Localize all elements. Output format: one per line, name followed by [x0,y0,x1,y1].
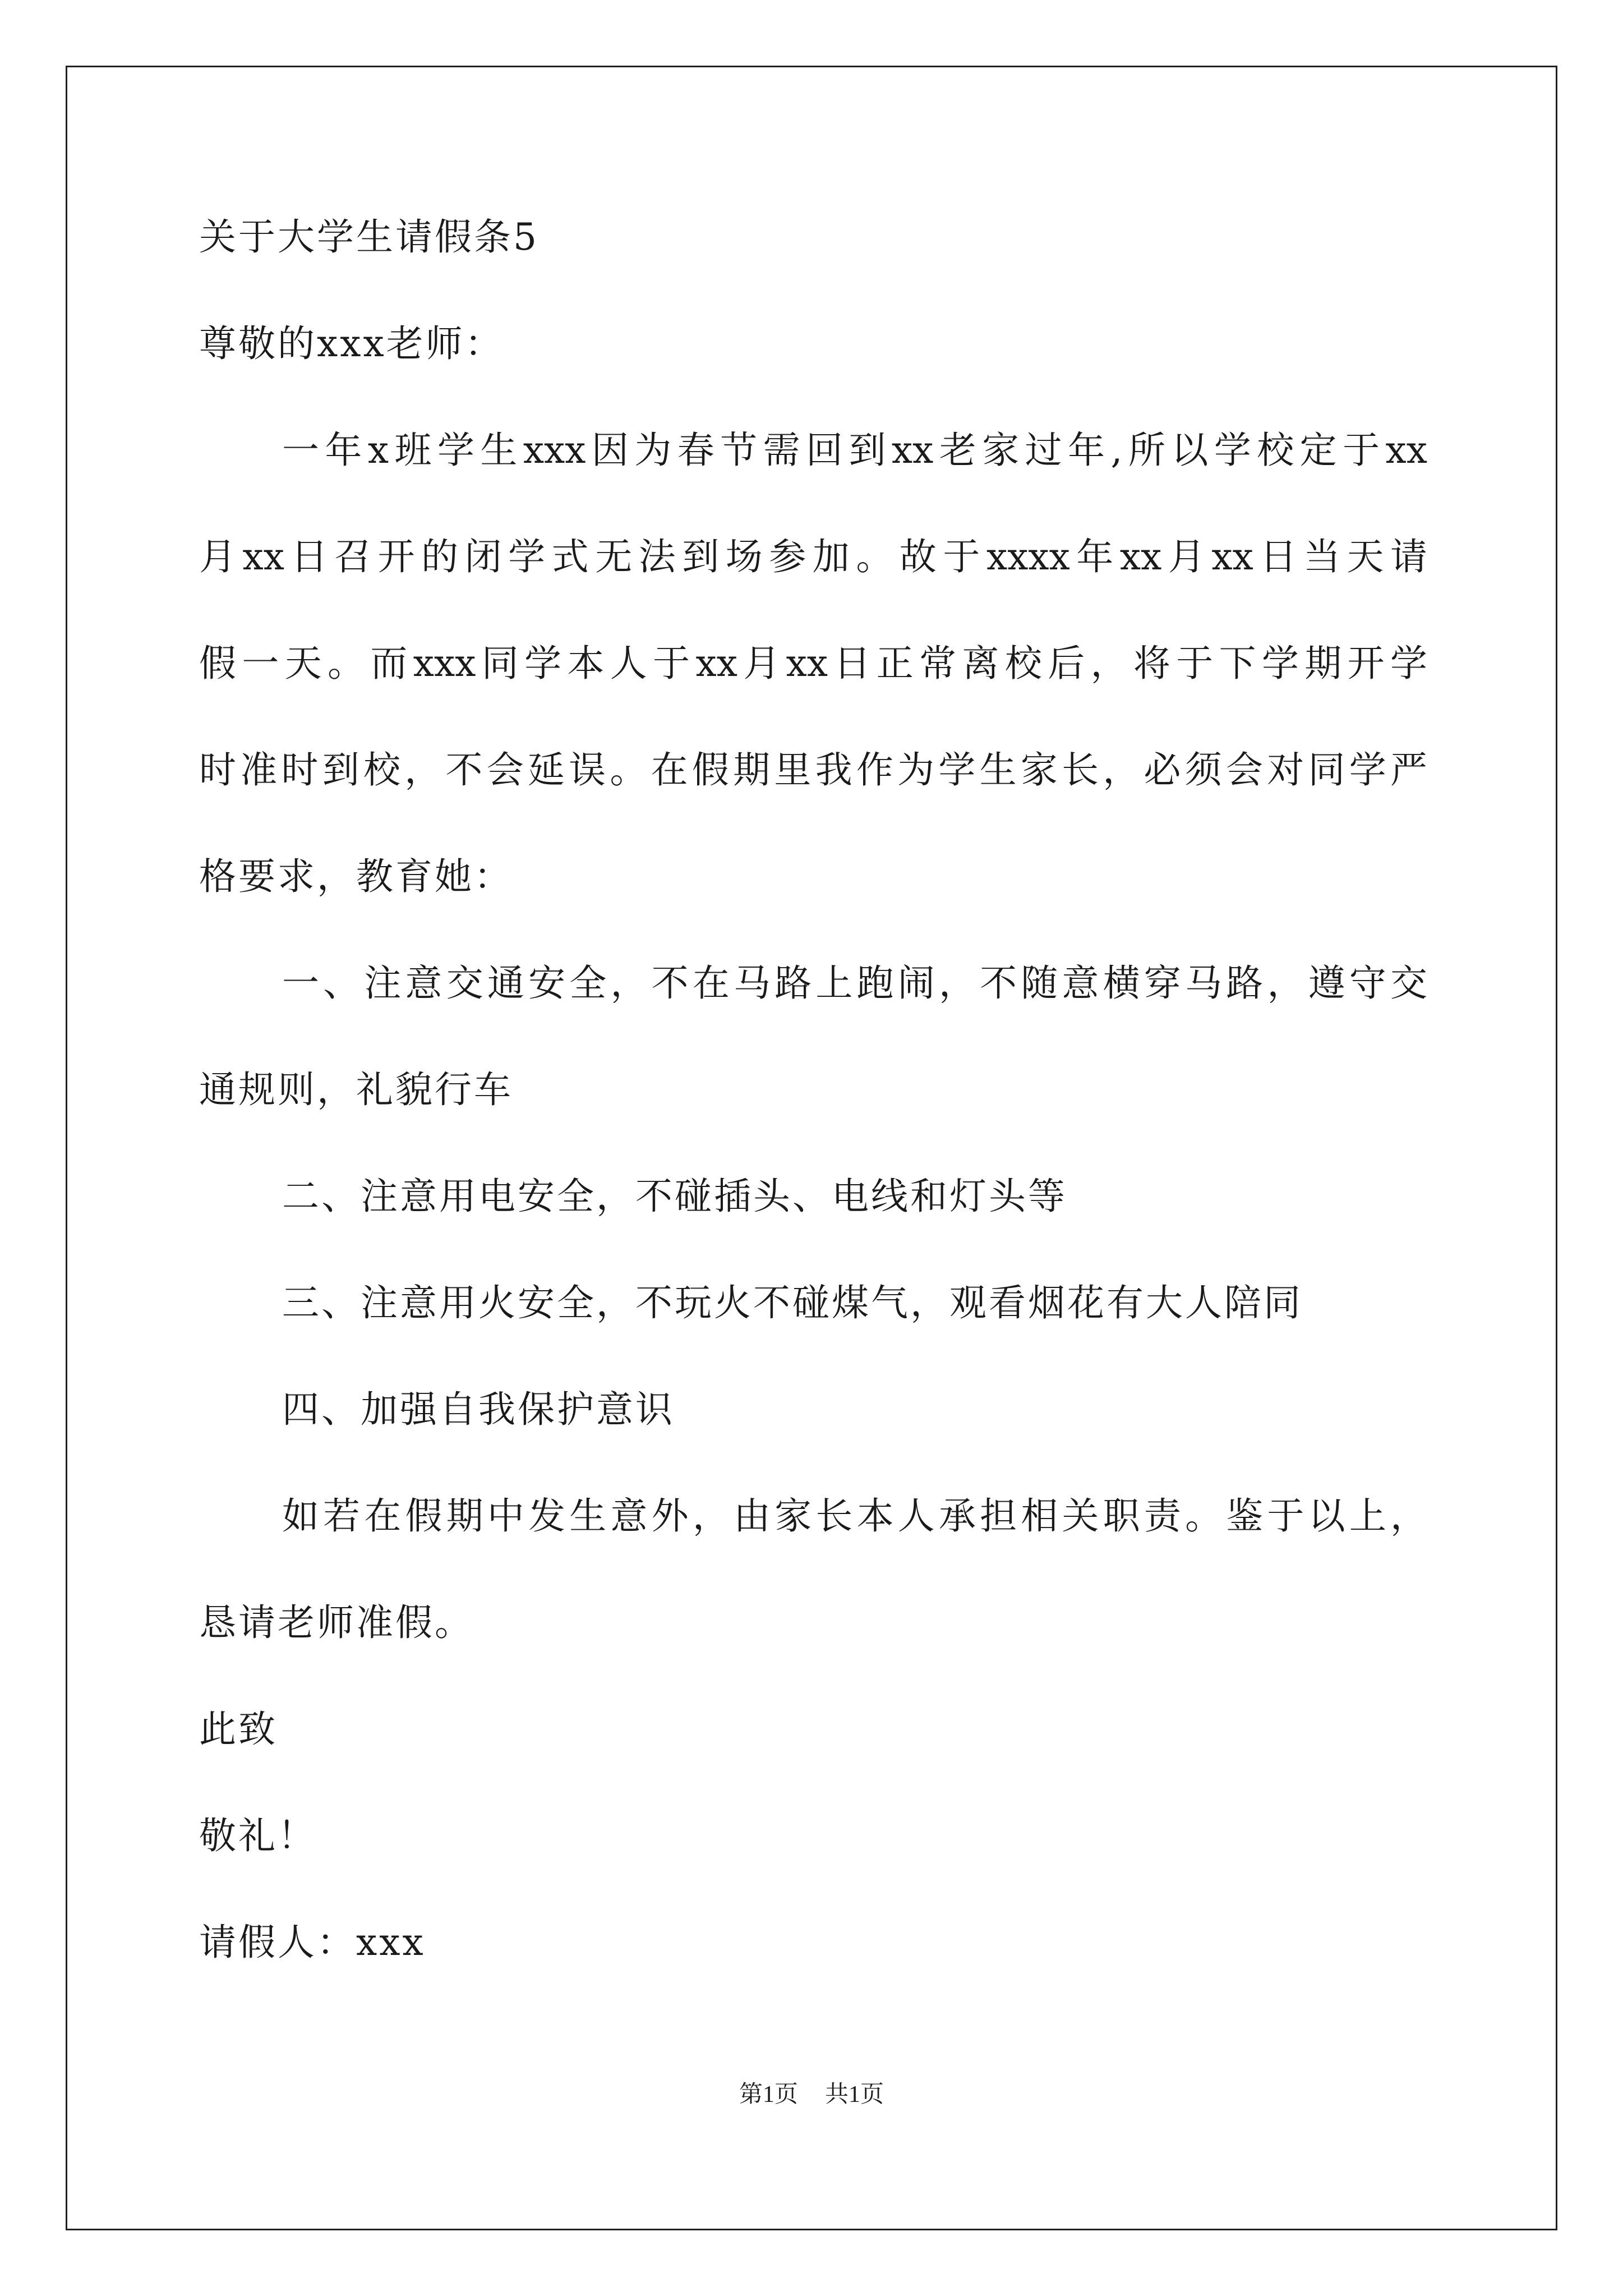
list-item-2: 二、注意用电安全，不碰插头、电线和灯头等 [282,1175,1067,1218]
body-line-1: 一年x班学生xxx因为春节需回到xx老家过年,所以学校定于xx [282,429,1427,472]
page-border [66,66,1557,2230]
body-line-4: 时准时到校，不会延误。在假期里我作为学生家长，必须会对同学严 [199,748,1427,792]
page-number-current: 第1页 [739,2082,798,2108]
body-line-3: 假一天。而xxx同学本人于xx月xx日正常离校后，将于下学期开学 [199,642,1427,685]
page-number-total: 共1页 [825,2082,884,2108]
list-item-1-line-1: 一、注意交通安全，不在马路上跑闹，不随意横穿马路，遵守交 [282,961,1427,1005]
body-line-2: 月xx日召开的闭学式无法到场参加。故于xxxx年xx月xx日当天请 [199,535,1427,578]
conclusion-line-2: 恳请老师准假。 [199,1601,474,1644]
conclusion-line-1: 如若在假期中发生意外，由家长本人承担相关职责。鉴于以上， [282,1494,1427,1538]
list-item-3: 三、注意用火安全，不玩火不碰煤气，观看烟花有大人陪同 [282,1281,1303,1324]
signature: 请假人：xxx [199,1921,426,1964]
closing-cizhi: 此致 [199,1708,278,1751]
body-line-5: 格要求，教育她： [199,855,513,898]
salutation: 尊敬的xxx老师： [199,322,504,365]
document-title: 关于大学生请假条5 [199,215,539,259]
list-item-1-line-2: 通规则，礼貌行车 [199,1068,513,1111]
list-item-4: 四、加强自我保护意识 [282,1388,675,1431]
page-footer [0,2083,1623,2106]
closing-jingli: 敬礼！ [199,1814,317,1857]
